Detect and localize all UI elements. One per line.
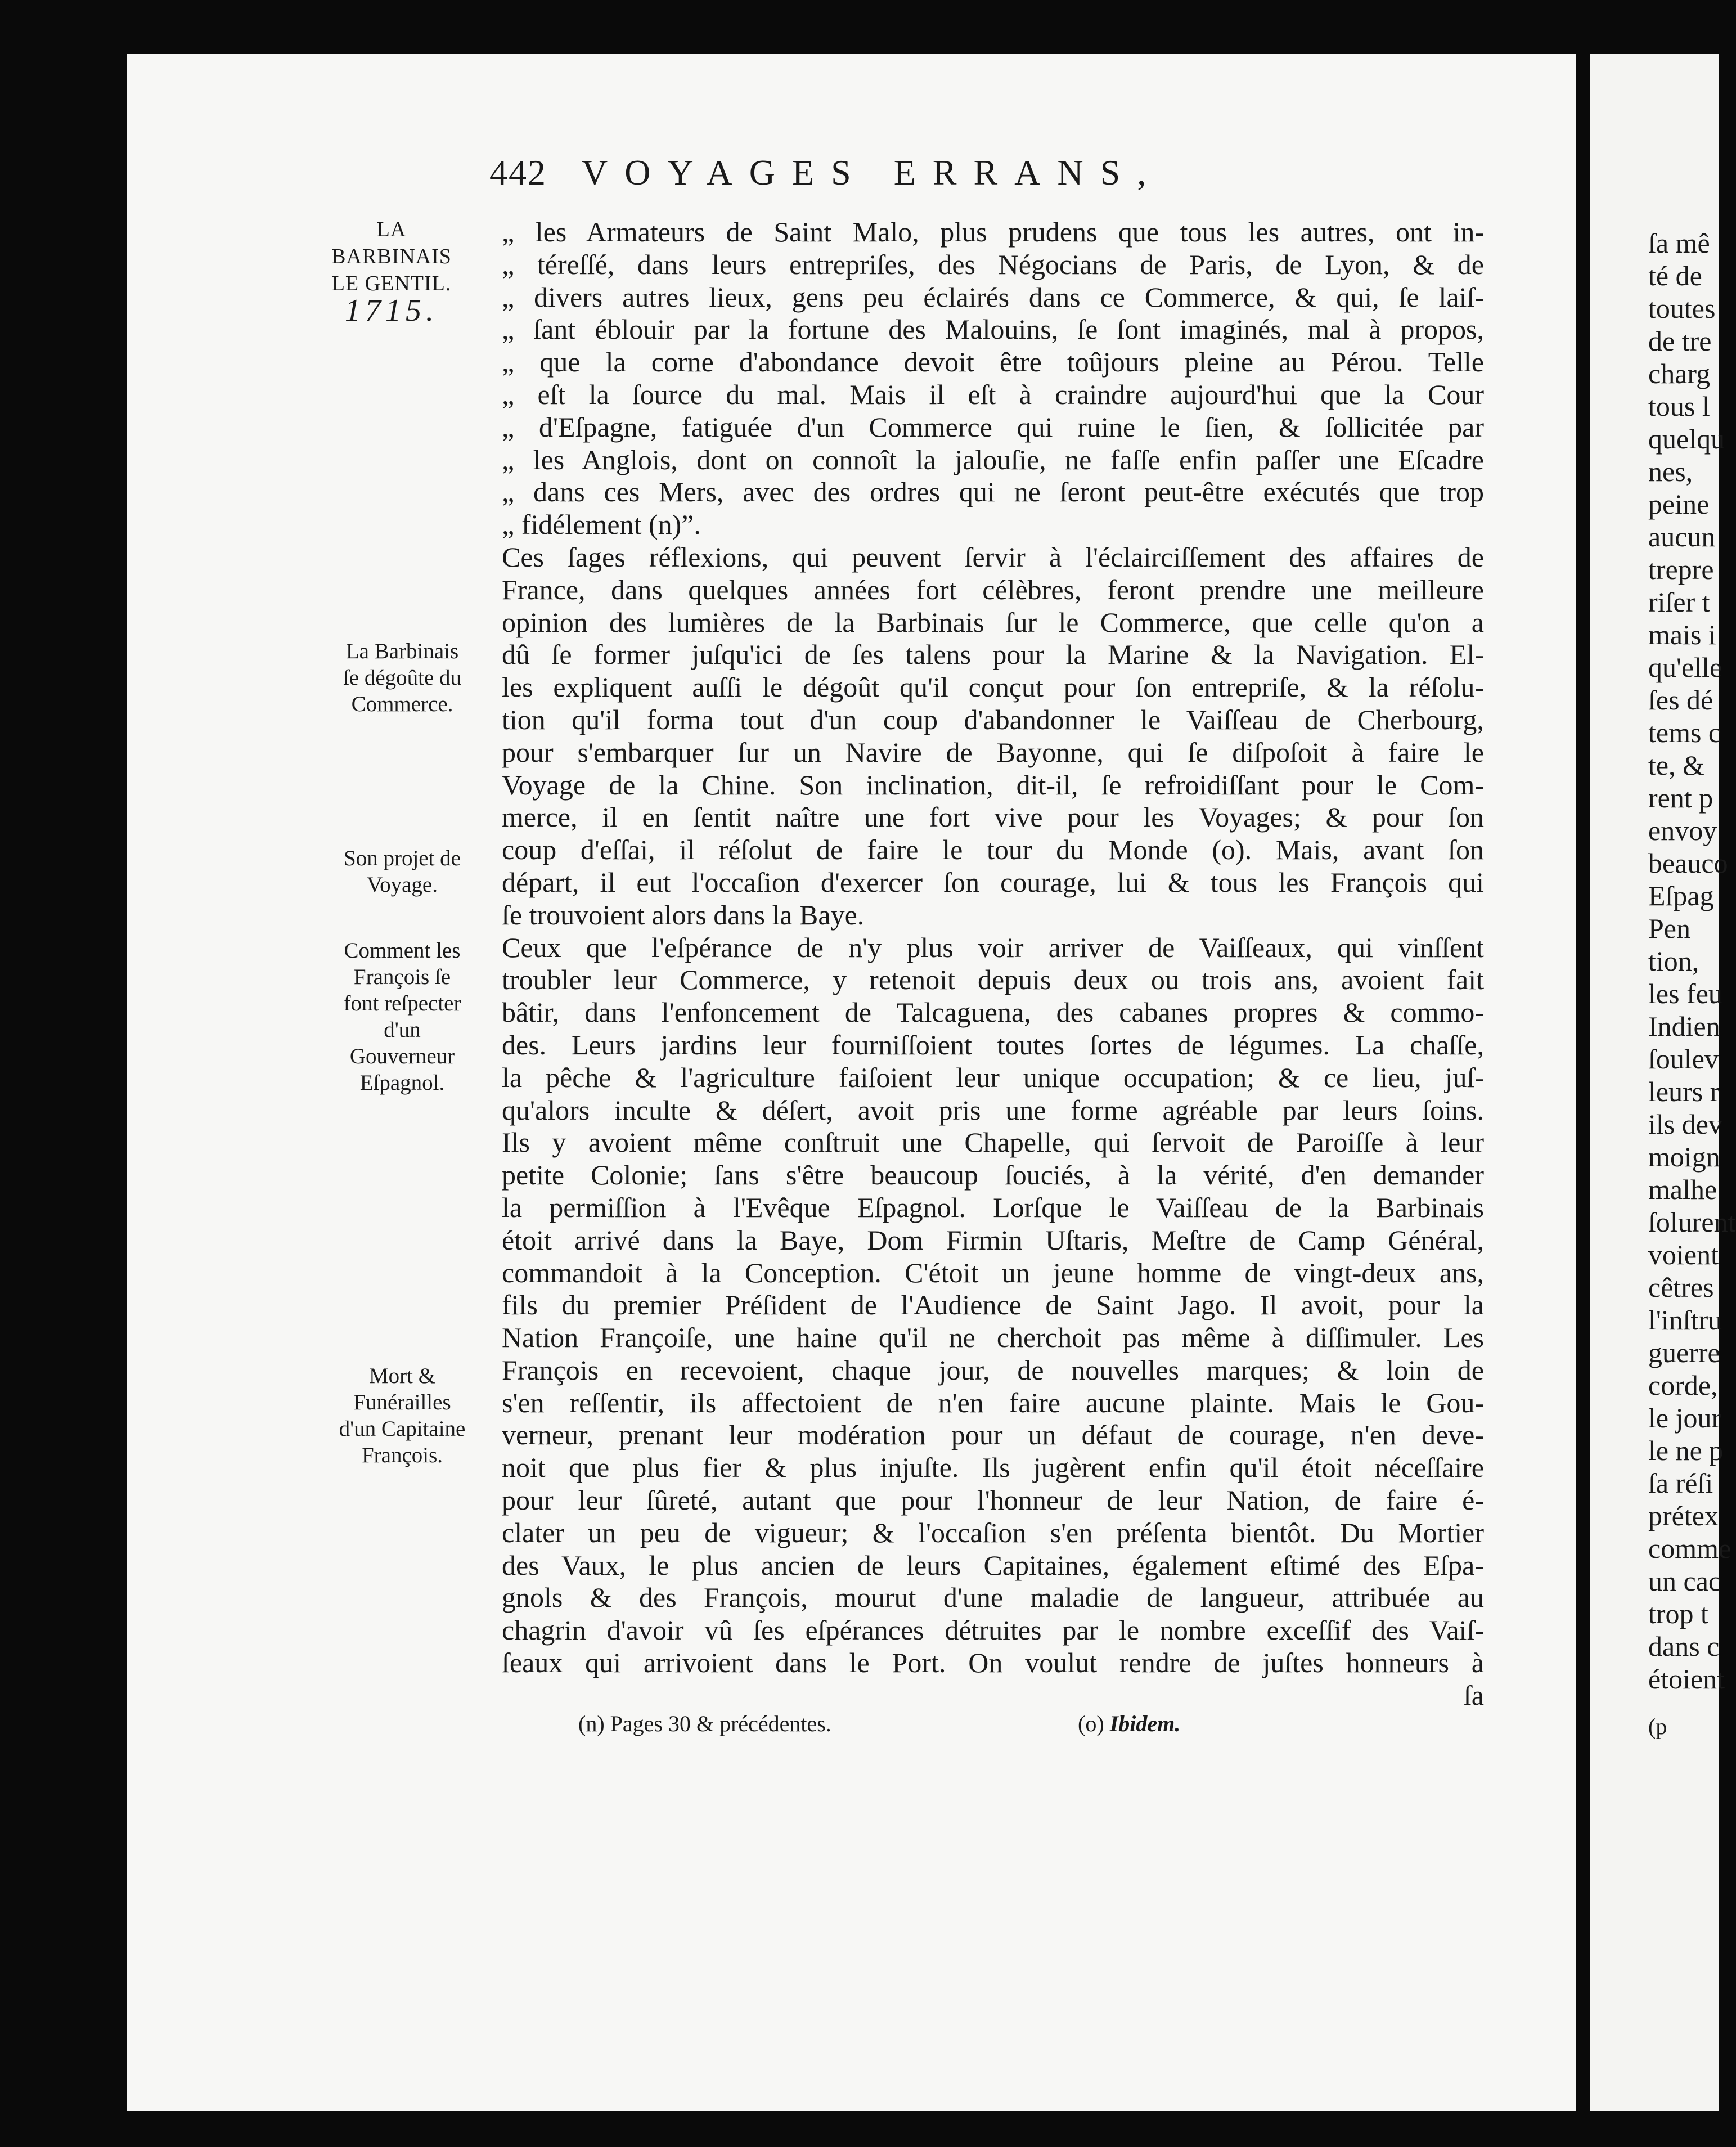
- text-line: ſeaux qui arrivoient dans le Port. On voulut rendre de juſtes honneurs à: [502, 1647, 1484, 1679]
- text-line: départ, il eut l'occaſion d'exercer ſon courage, lui & tous les François qui: [502, 866, 1484, 898]
- text-line: pour s'embarquer ſur un Navire de Bayonne, qui ſe diſpoſoit à faire le: [502, 736, 1484, 768]
- right-page-line: ſolurent: [1648, 1206, 1736, 1238]
- right-page-line: envoy: [1648, 815, 1717, 846]
- text-line: dû ſe former juſqu'ici de ſes talens pour la Marine & la Navigation. El-: [502, 639, 1484, 671]
- right-page-line: prétex: [1648, 1500, 1719, 1531]
- text-line: „ divers autres lieux, gens peu éclairés dans ce Commerce, & qui, ſe laiſ-: [502, 281, 1484, 313]
- text-line: étoit arrivé dans la Baye, Dom Firmin Uſtaris, Meſtre de Camp Général,: [502, 1224, 1484, 1256]
- right-page-line: toutes: [1648, 293, 1716, 324]
- right-page-line: guerre: [1648, 1337, 1720, 1368]
- text-line: les expliquent auſſi le dégoût qu'il conçut pour ſon entrepriſe, & la réſolu-: [502, 671, 1484, 703]
- margin-note: Mort & Funérailles d'un Capitaine François.: [339, 1364, 466, 1467]
- right-page-line: cêtres: [1648, 1272, 1714, 1303]
- text-line: Ces ſages réflexions, qui peuvent ſervir à l'éclairciſſement des affaires de: [502, 541, 1484, 573]
- right-page-line: ils dev: [1648, 1108, 1722, 1140]
- right-page-line: ſa réſi: [1648, 1467, 1713, 1499]
- text-line: des Vaux, le plus ancien de leurs Capitaines, également eſtimé des Eſpa-: [502, 1549, 1484, 1581]
- right-page-line: comme: [1648, 1533, 1731, 1564]
- right-page-line: riſer t: [1648, 586, 1710, 618]
- right-page-line: leurs r: [1648, 1076, 1720, 1107]
- text-line: verneur, prenant leur modération pour un défaut de courage, n'en deve-: [502, 1419, 1484, 1451]
- right-page-line: les feu: [1648, 978, 1722, 1009]
- right-page-line: tous l: [1648, 390, 1710, 422]
- text-line: Nation Françoiſe, une haine qu'il ne cherchoit pas même à diſſimuler. Les: [502, 1322, 1484, 1354]
- text-line: „ que la corne d'abondance devoit être toûjours pleine au Pérou. Telle: [502, 346, 1484, 378]
- text-line: opinion des lumières de la Barbinais ſur le Commerce, que celle qu'on a: [502, 606, 1484, 638]
- text-line: „ les Armateurs de Saint Malo, plus prudens que tous les autres, ont in-: [502, 216, 1484, 248]
- right-page-line: de tre: [1648, 325, 1712, 357]
- margin-note: La Barbinais ſe dégoûte du Commerce.: [343, 639, 462, 716]
- body-text: [502, 216, 1484, 1712]
- text-line: petite Colonie; ſans s'être beaucoup ſouciés, à la vérité, d'en demander: [502, 1159, 1484, 1191]
- text-line: gnols & des François, mourut d'une maladie de langueur, attribuée au: [502, 1582, 1484, 1614]
- text-line: „ fidélement (n)”.: [502, 509, 701, 541]
- right-page-line: étoient: [1648, 1663, 1725, 1695]
- right-page-line: l'inſtru: [1648, 1304, 1722, 1336]
- right-page-line: trop t: [1648, 1598, 1708, 1629]
- margin-year: 1715.: [345, 293, 438, 328]
- right-page-line: le ne p: [1648, 1435, 1724, 1466]
- margin-author-line2: LE GENTIL.: [331, 272, 452, 295]
- running-title: VOYAGES ERRANS,: [582, 152, 1163, 192]
- right-page-line: Pen: [1648, 913, 1690, 944]
- text-line: „ ſant éblouir par la fortune des Malouins, ſe ſont imaginés, mal à propos,: [502, 313, 1484, 345]
- right-page-line: beauco: [1648, 847, 1728, 879]
- right-page-line: tion,: [1648, 945, 1699, 977]
- catchword: ſa: [1463, 1679, 1484, 1711]
- right-page-line: ſes dé: [1648, 684, 1713, 716]
- right-page-line: qu'elle: [1648, 652, 1722, 683]
- text-line: noit que plus fier & plus injuſte. Ils jugèrent enfin qu'il étoit néceſſaire: [502, 1452, 1484, 1484]
- margin-note: Son projet de Voyage.: [344, 846, 461, 897]
- text-line: des. Leurs jardins leur fourniſſoient toutes ſortes de légumes. La chaſſe,: [502, 1028, 1484, 1061]
- right-page-line: mais i: [1648, 619, 1716, 650]
- text-line: clater un peu de vigueur; & l'occaſion s'en préſenta bientôt. Du Mortier: [502, 1516, 1484, 1548]
- text-line: merce, il en ſentit naître une fort vive pour les Voyages; & pour ſon: [502, 801, 1484, 833]
- footnote-o-label: (o): [1078, 1711, 1104, 1736]
- margin-author-line1: LA BARBINAIS: [331, 218, 452, 268]
- right-page-line: Indien: [1648, 1010, 1720, 1042]
- text-line: la permiſſion à l'Evêque Eſpagnol. Lorſque le Vaiſſeau de la Barbinais: [502, 1191, 1484, 1223]
- text-line: Ceux que l'eſpérance de n'y plus voir arriver de Vaiſſeaux, qui vinſſent: [502, 931, 1484, 963]
- right-page-line: rent p: [1648, 782, 1713, 814]
- footnotes: [578, 1710, 1197, 1737]
- right-page-line: dans c: [1648, 1631, 1720, 1662]
- margin-author: [330, 216, 453, 328]
- text-line: „ d'Eſpagne, fatiguée d'un Commerce qui ruine le ſien, & ſollicitée par: [502, 411, 1484, 443]
- right-page-line: un cac: [1648, 1565, 1721, 1597]
- margin-note: Comment les François ſe font reſpecter d'un Gouverneur Eſpagnol.: [343, 938, 461, 1095]
- right-page-line: charg: [1648, 358, 1711, 389]
- right-page-line: aucun: [1648, 521, 1716, 553]
- right-page-line: té de: [1648, 260, 1702, 291]
- running-header: [489, 152, 1163, 194]
- right-page-line: moign: [1648, 1141, 1720, 1173]
- right-page-line: peine: [1648, 488, 1710, 520]
- right-page-line: corde,: [1648, 1369, 1718, 1401]
- text-line: Voyage de la Chine. Son inclination, dit-il, ſe refroidiſſant pour le Com-: [502, 769, 1484, 801]
- text-line: tion qu'il forma tout d'un coup d'abandonner le Vaiſſeau de Cherbourg,: [502, 703, 1484, 735]
- text-line: pour leur ſûreté, autant que pour l'honneur de leur Nation, de faire é-: [502, 1484, 1484, 1516]
- text-line: la pêche & l'agriculture faiſoient leur unique occupation; & ce lieu, juſ-: [502, 1061, 1484, 1093]
- right-page-line: tems c: [1648, 717, 1721, 748]
- text-line: „ dans ces Mers, avec des ordres qui ne ſeront peut-être exécutés que trop: [502, 476, 1484, 508]
- right-page-line: le jour: [1648, 1402, 1721, 1434]
- right-page-line: nes,: [1648, 456, 1693, 487]
- right-page-line: ſoulev: [1648, 1043, 1719, 1075]
- footnote-o: [1078, 1710, 1180, 1737]
- right-page-line: Eſpag: [1648, 880, 1714, 911]
- text-line: Ils y avoient même conſtruit une Chapelle, qui ſervoit de Paroiſſe à leur: [502, 1126, 1484, 1158]
- text-line: „ téreſſé, dans leurs entrepriſes, des Négocians de Paris, de Lyon, & de: [502, 248, 1484, 280]
- text-line: „ eſt la ſource du mal. Mais il eſt à craindre aujourd'hui que la Cour: [502, 378, 1484, 410]
- footnote-o-text: Ibidem.: [1109, 1711, 1181, 1736]
- right-page-line: ſa mê: [1648, 227, 1710, 259]
- right-page-line: quelqu: [1648, 423, 1725, 455]
- footnote-n: (n) Pages 30 & précédentes.: [578, 1711, 831, 1736]
- text-line: qu'alors inculte & déſert, avoit pris une forme agréable par leurs ſoins.: [502, 1094, 1484, 1126]
- text-line: François en recevoient, chaque jour, de nouvelles marques; & loin de: [502, 1354, 1484, 1386]
- right-page-line: trepre: [1648, 554, 1714, 585]
- text-line: fils du premier Préſident de l'Audience de Saint Jago. Il avoit, pour la: [502, 1289, 1484, 1321]
- text-line: bâtir, dans l'enfoncement de Talcaguena, des cabanes propres & commo-: [502, 996, 1484, 1028]
- right-page-line: te, &: [1648, 749, 1704, 781]
- page-number: 442: [489, 152, 547, 192]
- text-line: troubler leur Commerce, y retenoit depuis deux ou trois ans, avoient fait: [502, 964, 1484, 996]
- text-line: chagrin d'avoir vû ſes eſpérances détruites par le nombre exceſſif des Vaiſ-: [502, 1614, 1484, 1646]
- text-line: ſe trouvoient alors dans la Baye.: [502, 899, 865, 931]
- right-page-line: voient: [1648, 1239, 1719, 1270]
- right-page-line: (p: [1648, 1714, 1667, 1739]
- text-line: commandoit à la Conception. C'étoit un jeune homme de vingt-deux ans,: [502, 1256, 1484, 1288]
- right-page-line: malhe: [1648, 1174, 1717, 1205]
- text-line: „ les Anglois, dont on connoît la jalouſie, ne faſſe enfin paſſer une Eſcadre: [502, 443, 1484, 475]
- text-line: France, dans quelques années fort célèbres, feront prendre une meilleure: [502, 573, 1484, 605]
- text-line: s'en reſſentir, ils affectoient de n'en faire aucune plainte. Mais le Gou-: [502, 1386, 1484, 1418]
- text-line: coup d'eſſai, il réſolut de faire le tour du Monde (o). Mais, avant ſon: [502, 834, 1484, 866]
